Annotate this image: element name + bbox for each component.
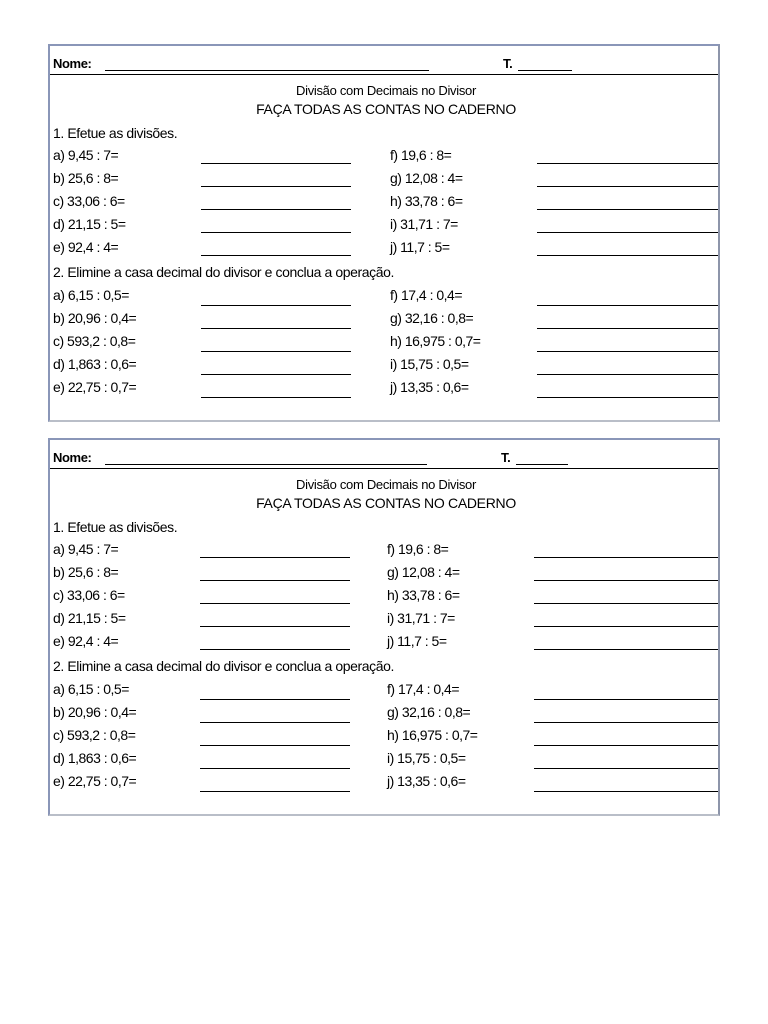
answer-line-2a[interactable] bbox=[200, 699, 350, 700]
exercise-2f: f) 17,4 : 0,4= bbox=[390, 287, 462, 303]
answer-line-2b[interactable] bbox=[201, 328, 351, 329]
header-rule bbox=[50, 74, 718, 75]
answer-line-1b[interactable] bbox=[200, 580, 350, 581]
exercise-2b: b) 20,96 : 0,4= bbox=[53, 704, 137, 720]
exercise-1j: j) 11,7 : 5= bbox=[390, 239, 450, 255]
answer-line-1c[interactable] bbox=[201, 209, 351, 210]
worksheet-subtitle: FAÇA TODAS AS CONTAS NO CADERNO bbox=[256, 495, 516, 511]
exercise-1i: i) 31,71 : 7= bbox=[390, 216, 458, 232]
exercise-1f: f) 19,6 : 8= bbox=[390, 147, 452, 163]
t-label: T. bbox=[503, 56, 513, 71]
exercise-2e: e) 22,75 : 0,7= bbox=[53, 773, 137, 789]
exercise-1e: e) 92,4 : 4= bbox=[53, 633, 119, 649]
exercise-1a: a) 9,45 : 7= bbox=[53, 147, 119, 163]
answer-line-2h[interactable] bbox=[537, 351, 718, 352]
answer-line-2h[interactable] bbox=[534, 745, 718, 746]
answer-line-2f[interactable] bbox=[537, 305, 718, 306]
exercise-2g: g) 32,16 : 0,8= bbox=[387, 704, 471, 720]
exercise-1b: b) 25,6 : 8= bbox=[53, 170, 119, 186]
answer-line-1g[interactable] bbox=[534, 580, 718, 581]
section1-heading: 1. Efetue as divisões. bbox=[53, 125, 178, 141]
answer-line-1h[interactable] bbox=[537, 209, 718, 210]
exercise-1a: a) 9,45 : 7= bbox=[53, 541, 119, 557]
section2-heading: 2. Elimine a casa decimal do divisor e conclua a operação. bbox=[53, 658, 394, 674]
answer-line-1d[interactable] bbox=[201, 232, 351, 233]
answer-line-2j[interactable] bbox=[537, 397, 718, 398]
answer-line-2i[interactable] bbox=[537, 374, 718, 375]
answer-line-1j[interactable] bbox=[534, 649, 718, 650]
answer-line-2b[interactable] bbox=[200, 722, 350, 723]
exercise-2h: h) 16,975 : 0,7= bbox=[387, 727, 478, 743]
exercise-2d: d) 1,863 : 0,6= bbox=[53, 750, 137, 766]
exercise-2c: c) 593,2 : 0,8= bbox=[53, 333, 136, 349]
exercise-2f: f) 17,4 : 0,4= bbox=[387, 681, 459, 697]
exercise-1c: c) 33,06 : 6= bbox=[53, 587, 125, 603]
answer-line-1a[interactable] bbox=[201, 163, 351, 164]
answer-line-1g[interactable] bbox=[537, 186, 718, 187]
worksheet-title: Divisão com Decimais no Divisor bbox=[296, 477, 476, 492]
exercise-2i: i) 15,75 : 0,5= bbox=[387, 750, 466, 766]
exercise-1h: h) 33,78 : 6= bbox=[387, 587, 460, 603]
exercise-2d: d) 1,863 : 0,6= bbox=[53, 356, 137, 372]
name-label: Nome: bbox=[53, 56, 92, 71]
answer-line-1d[interactable] bbox=[200, 626, 350, 627]
exercise-1g: g) 12,08 : 4= bbox=[387, 564, 460, 580]
worksheet-subtitle: FAÇA TODAS AS CONTAS NO CADERNO bbox=[256, 101, 516, 117]
worksheet-2 bbox=[48, 438, 720, 816]
exercise-1f: f) 19,6 : 8= bbox=[387, 541, 449, 557]
exercise-2g: g) 32,16 : 0,8= bbox=[390, 310, 474, 326]
answer-line-2g[interactable] bbox=[537, 328, 718, 329]
answer-line-2d[interactable] bbox=[200, 768, 350, 769]
exercise-2a: a) 6,15 : 0,5= bbox=[53, 287, 129, 303]
header-rule bbox=[50, 468, 718, 469]
answer-line-2a[interactable] bbox=[201, 305, 351, 306]
exercise-2j: j) 13,35 : 0,6= bbox=[387, 773, 466, 789]
answer-line-1b[interactable] bbox=[201, 186, 351, 187]
exercise-2e: e) 22,75 : 0,7= bbox=[53, 379, 137, 395]
exercise-1i: i) 31,71 : 7= bbox=[387, 610, 455, 626]
exercise-2j: j) 13,35 : 0,6= bbox=[390, 379, 469, 395]
answer-line-1i[interactable] bbox=[537, 232, 718, 233]
section1-heading: 1. Efetue as divisões. bbox=[53, 519, 178, 535]
answer-line-2j[interactable] bbox=[534, 791, 718, 792]
answer-line-2e[interactable] bbox=[201, 397, 351, 398]
name-field[interactable] bbox=[105, 70, 429, 71]
answer-line-2i[interactable] bbox=[534, 768, 718, 769]
exercise-2c: c) 593,2 : 0,8= bbox=[53, 727, 136, 743]
section2-heading: 2. Elimine a casa decimal do divisor e conclua a operação. bbox=[53, 264, 394, 280]
exercise-2h: h) 16,975 : 0,7= bbox=[390, 333, 481, 349]
exercise-1d: d) 21,15 : 5= bbox=[53, 216, 126, 232]
t-field[interactable] bbox=[518, 70, 572, 71]
exercise-1g: g) 12,08 : 4= bbox=[390, 170, 463, 186]
worksheet-1 bbox=[48, 44, 720, 422]
answer-line-2e[interactable] bbox=[200, 791, 350, 792]
answer-line-1f[interactable] bbox=[537, 163, 718, 164]
exercise-1d: d) 21,15 : 5= bbox=[53, 610, 126, 626]
exercise-1e: e) 92,4 : 4= bbox=[53, 239, 119, 255]
t-field[interactable] bbox=[516, 464, 568, 465]
t-label: T. bbox=[501, 450, 511, 465]
answer-line-1e[interactable] bbox=[200, 649, 350, 650]
answer-line-2c[interactable] bbox=[201, 351, 351, 352]
answer-line-1h[interactable] bbox=[534, 603, 718, 604]
name-field[interactable] bbox=[105, 464, 427, 465]
answer-line-2d[interactable] bbox=[201, 374, 351, 375]
exercise-1b: b) 25,6 : 8= bbox=[53, 564, 119, 580]
exercise-1j: j) 11,7 : 5= bbox=[387, 633, 447, 649]
name-label: Nome: bbox=[53, 450, 92, 465]
exercise-2i: i) 15,75 : 0,5= bbox=[390, 356, 469, 372]
exercise-2a: a) 6,15 : 0,5= bbox=[53, 681, 129, 697]
answer-line-1a[interactable] bbox=[200, 557, 350, 558]
answer-line-1j[interactable] bbox=[537, 255, 718, 256]
answer-line-2f[interactable] bbox=[534, 699, 718, 700]
exercise-2b: b) 20,96 : 0,4= bbox=[53, 310, 137, 326]
answer-line-1c[interactable] bbox=[200, 603, 350, 604]
worksheet-title: Divisão com Decimais no Divisor bbox=[296, 83, 476, 98]
answer-line-2g[interactable] bbox=[534, 722, 718, 723]
answer-line-2c[interactable] bbox=[200, 745, 350, 746]
exercise-1c: c) 33,06 : 6= bbox=[53, 193, 125, 209]
answer-line-1i[interactable] bbox=[534, 626, 718, 627]
answer-line-1f[interactable] bbox=[534, 557, 718, 558]
answer-line-1e[interactable] bbox=[201, 255, 351, 256]
exercise-1h: h) 33,78 : 6= bbox=[390, 193, 463, 209]
